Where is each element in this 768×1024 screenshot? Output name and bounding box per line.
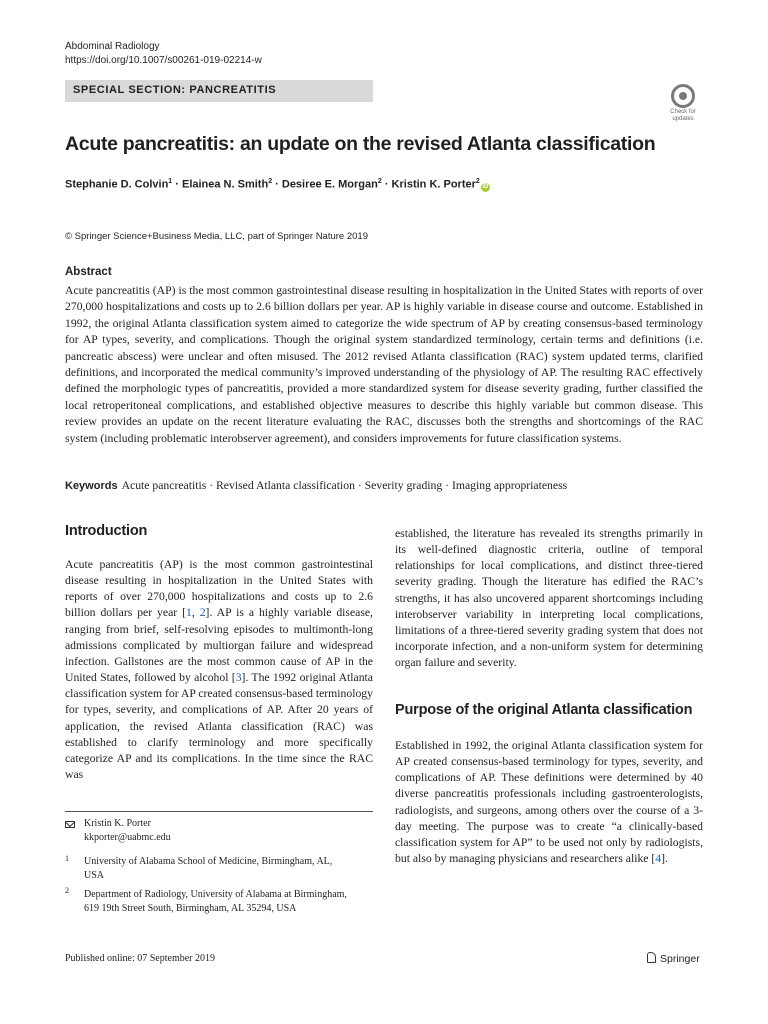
author-affiliation: 2 (377, 178, 382, 185)
author-name: Kristin K. Porter (391, 178, 476, 191)
badge-label-2: updates (672, 116, 694, 122)
intro-text: ]. AP is a highly variable disease, ranging from brief, self-resolving episodes to multimonth-long admissions complicated by multiorgan failure and widespread infection. Gallstones are the most common cause of AP in the United States, followed by alcohol [ (65, 606, 373, 685)
author-affiliation: 1 (168, 178, 173, 185)
envelope-icon (65, 820, 75, 831)
purpose-heading: Purpose of the original Atlanta classification (395, 702, 693, 718)
intro-text: ]. The 1992 original Atlanta classification system for AP created consensus-based terminology for types, severity, and complications of AP. After 20 years of application, the revised Atlanta classification (RAC) was established to clarify terminology and more specifically categorize AP and its complications. In the time since the RAC was (65, 671, 373, 782)
orcid-icon[interactable]: iD (482, 183, 489, 190)
badge-label-1: Check for (670, 109, 696, 115)
doi-link[interactable]: https://doi.org/10.1007/s00261-019-02214-w (65, 55, 262, 66)
citation-link[interactable]: 2 (199, 606, 206, 620)
copyright-notice: © Springer Science+Business Media, LLC, part of Springer Nature 2019 (65, 231, 368, 242)
purpose-paragraph (395, 738, 703, 867)
introduction-heading: Introduction (65, 523, 148, 539)
affiliation-1-mark: 1 (65, 854, 69, 863)
author-affiliation: 2 (475, 178, 480, 185)
keywords (65, 478, 567, 494)
citation-link[interactable]: 1 (186, 606, 192, 620)
journal-name: Abdominal Radiology (65, 41, 160, 52)
section-banner: SPECIAL SECTION: PANCREATITIS (65, 80, 373, 102)
corresponding-name: Kristin K. Porter (84, 818, 151, 829)
abstract-text: Acute pancreatitis (AP) is the most common gastrointestinal disease resulting in hospitalization in the United States with reports of over 270,000 hospitalizations and costs up to 2.6 billion dollars per year. AP is highly variable in disease course and outcome. Established in 1992, the original Atlanta classification system aimed to categorize the wide spectrum of AP by creating consensus-based terminology for AP types, severity, and complications. Though the original system standardized terminology, certain terms and definitions (i.e. pancreatic abscess) were unclear and often misused. The 2012 revised Atlanta classification (RAC) system updated terms, clarified definitions, and incorporated the medical community’s improved understanding of the physiology of AP. The resulting RAC effectively defined the morphologic types of pancreatitis, provided a more standardized system for disease severity grading, further classified the local retroperitoneal complications, and established objective measures to describe this highly variable but common disease. This review provides an update on the recent literature evaluating the RAC, discusses both the strengths and shortcomings of the RAC system (including problematic interobserver agreement), and considers improvements for future classification systems. (65, 284, 703, 445)
citation-link[interactable]: 3 (235, 671, 242, 685)
check-updates-icon (671, 84, 695, 108)
author-separator: · (381, 178, 392, 191)
keywords-label: Keywords (65, 480, 118, 492)
intro-text: Acute pancreatitis (AP) is the most common gastrointestinal disease resulting in hospitalization in the United States with reports of over 270,000 hospitalizations and costs up to 2.6 billion dollars per year [ (65, 558, 373, 620)
article-title: Acute pancreatitis: an update on the revised Atlanta classification (65, 133, 656, 155)
published-date: Published online: 07 September 2019 (65, 953, 215, 964)
corresponding-email[interactable]: kkporter@uabmc.edu (84, 832, 171, 843)
keywords-text: Acute pancreatitis · Revised Atlanta classification · Severity grading · Imaging appropriateness (121, 479, 568, 492)
affiliation-2-mark: 2 (65, 886, 69, 895)
footnote-divider (65, 811, 373, 812)
author-name: Desiree E. Morgan (281, 178, 378, 191)
author-affiliation: 2 (268, 178, 273, 185)
purpose-text: ]. (661, 852, 668, 866)
author-separator: · (272, 178, 282, 191)
author-separator: · (172, 178, 182, 191)
publisher-logo (647, 952, 700, 965)
affiliation-1: University of Alabama School of Medicine, Birmingham, AL, USA (84, 856, 333, 881)
check-for-updates-badge[interactable] (663, 84, 703, 124)
abstract-heading: Abstract (65, 266, 112, 278)
author-name: Elainea N. Smith (181, 178, 269, 191)
publisher-name: Springer (660, 953, 700, 965)
corresponding-author (84, 817, 354, 845)
affiliation-2: Department of Radiology, University of Alabama at Birmingham, 619 19th Street South, Birmingham, AL 35294, USA (84, 889, 347, 914)
citation-link[interactable]: 4 (655, 852, 662, 866)
author-name: Stephanie D. Colvin (65, 178, 169, 191)
introduction-continued: established, the literature has revealed its strengths primarily in its well-defined diagnostic criteria, outline of temporal relationships for local complications, and distinct three-tiered severity grading. Though the literature has edified the RAC’s strengths, it has also uncovered apparent shortcomings including interobserver variability in interpreting local complications, limitations of a three-tiered severity grading system that does not incorporate infection, and a non-uniform system for determining organ failure and severity. (395, 527, 703, 670)
journal-header (65, 40, 262, 68)
intro-text: , (191, 606, 200, 620)
purpose-text: Established in 1992, the original Atlanta classification system for AP created consensus-based terminology for types, severity, and complications of AP. These definitions were determined by 40 diverse pancreatitis professionals including gastroenterologists, radiologists, and surgeons, among others over the course of a 3-day meeting. The purpose was to create “a clinically-based classification system for AP” to be used not only by radiologists, but also by managing physicians and researchers alike [ (395, 739, 703, 866)
introduction-paragraph (65, 557, 373, 783)
springer-horse-icon (647, 952, 656, 963)
author-list (65, 178, 490, 192)
